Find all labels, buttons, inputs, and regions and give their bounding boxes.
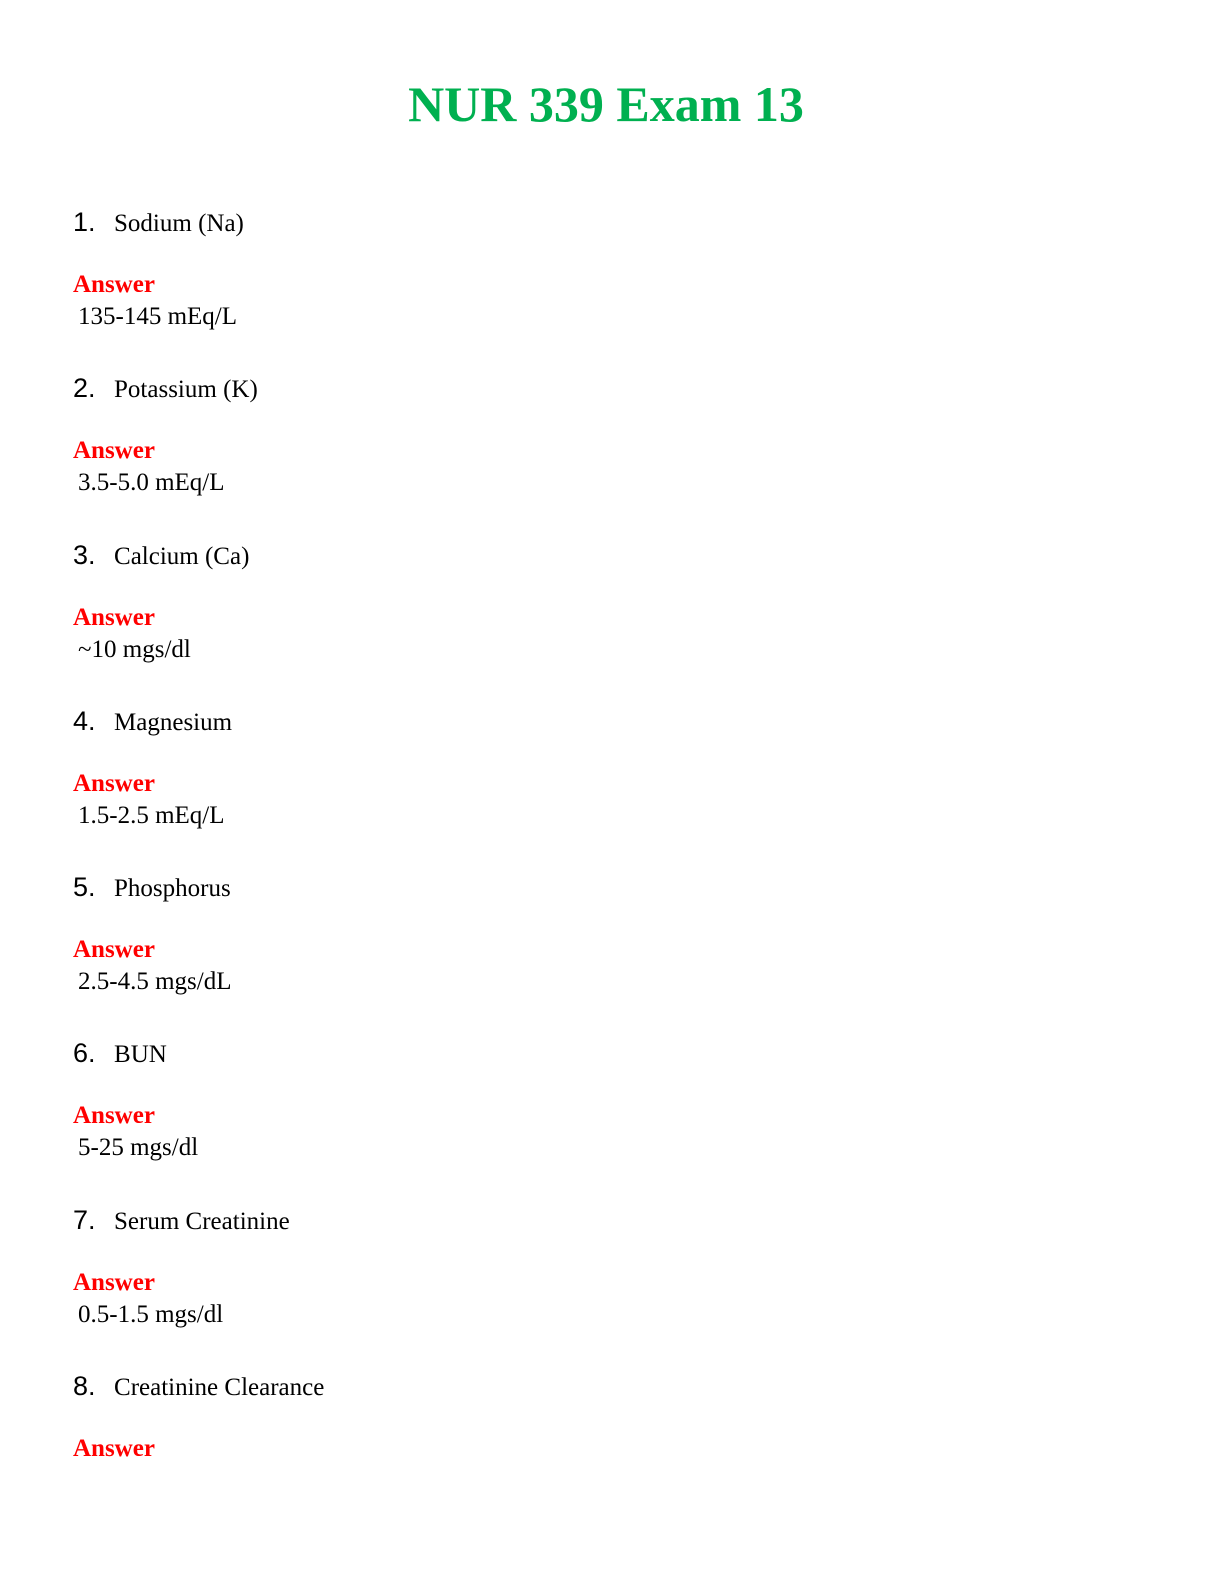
- question-number-dot: .: [88, 705, 96, 736]
- question-item: [73, 700, 1153, 866]
- question-text: Calcium (Ca): [114, 542, 250, 570]
- question-number-dot: .: [88, 1038, 96, 1069]
- question-list: [73, 201, 1153, 1531]
- question-number: 1: [73, 207, 89, 237]
- question-text: Magnesium: [114, 708, 233, 736]
- answer-label: Answer: [73, 769, 155, 797]
- answer-label: Answer: [73, 271, 155, 298]
- question-number: 2: [73, 373, 89, 404]
- question-item: [73, 1032, 1153, 1198]
- question-number-dot: .: [88, 373, 96, 404]
- answer-value: ~10 mgs/dl: [78, 635, 191, 663]
- answer-label: Answer: [73, 936, 155, 964]
- question-text: BUN: [114, 1041, 167, 1069]
- question-number: 7: [73, 1204, 89, 1235]
- answer-label: Answer: [73, 603, 155, 631]
- question: [73, 1032, 167, 1074]
- question-number: 5: [73, 872, 89, 903]
- question: [73, 201, 244, 243]
- question-number-dot: .: [88, 1204, 96, 1235]
- question: [73, 866, 231, 908]
- answer-label: Answer: [73, 437, 155, 465]
- question-number-dot: .: [88, 1371, 96, 1402]
- question-number: 6: [73, 1038, 89, 1069]
- question-item: [73, 1365, 1153, 1531]
- question-number-dot: .: [88, 539, 96, 570]
- question-text: Phosphorus: [114, 875, 231, 903]
- answer-value: 1.5-2.5 mEq/L: [78, 801, 225, 829]
- question-number: 8: [73, 1371, 89, 1402]
- question-number-dot: .: [88, 207, 96, 237]
- question-text: Serum Creatinine: [114, 1207, 290, 1235]
- question: [73, 367, 258, 409]
- question: [73, 1199, 290, 1241]
- question-text: Potassium (K): [114, 376, 258, 404]
- question-text: Sodium (Na): [114, 210, 244, 237]
- answer-label: Answer: [73, 1268, 155, 1296]
- answer-value: 135-145 mEq/L: [78, 303, 238, 330]
- question-item: [73, 367, 1153, 533]
- question-item: [73, 201, 1153, 367]
- document-title: NUR 339 Exam 13: [408, 76, 804, 132]
- question-number-dot: .: [88, 872, 96, 903]
- answer-value: 3.5-5.0 mEq/L: [78, 469, 225, 497]
- answer-label: Answer: [73, 1102, 155, 1130]
- question-item: [73, 866, 1153, 1032]
- question-number: 3: [73, 539, 89, 570]
- question: [73, 1365, 324, 1407]
- answer-label: Answer: [73, 1435, 155, 1463]
- question-text: Creatinine Clearance: [114, 1374, 325, 1402]
- question-item: [73, 534, 1153, 700]
- answer-value: 0.5-1.5 mgs/dl: [78, 1300, 224, 1328]
- answer-value: 5-25 mgs/dl: [78, 1134, 199, 1162]
- question: [73, 700, 232, 742]
- question: [73, 534, 249, 576]
- question-number: 4: [73, 705, 89, 736]
- question-item: [73, 1199, 1153, 1365]
- answer-value: 2.5-4.5 mgs/dL: [78, 968, 232, 996]
